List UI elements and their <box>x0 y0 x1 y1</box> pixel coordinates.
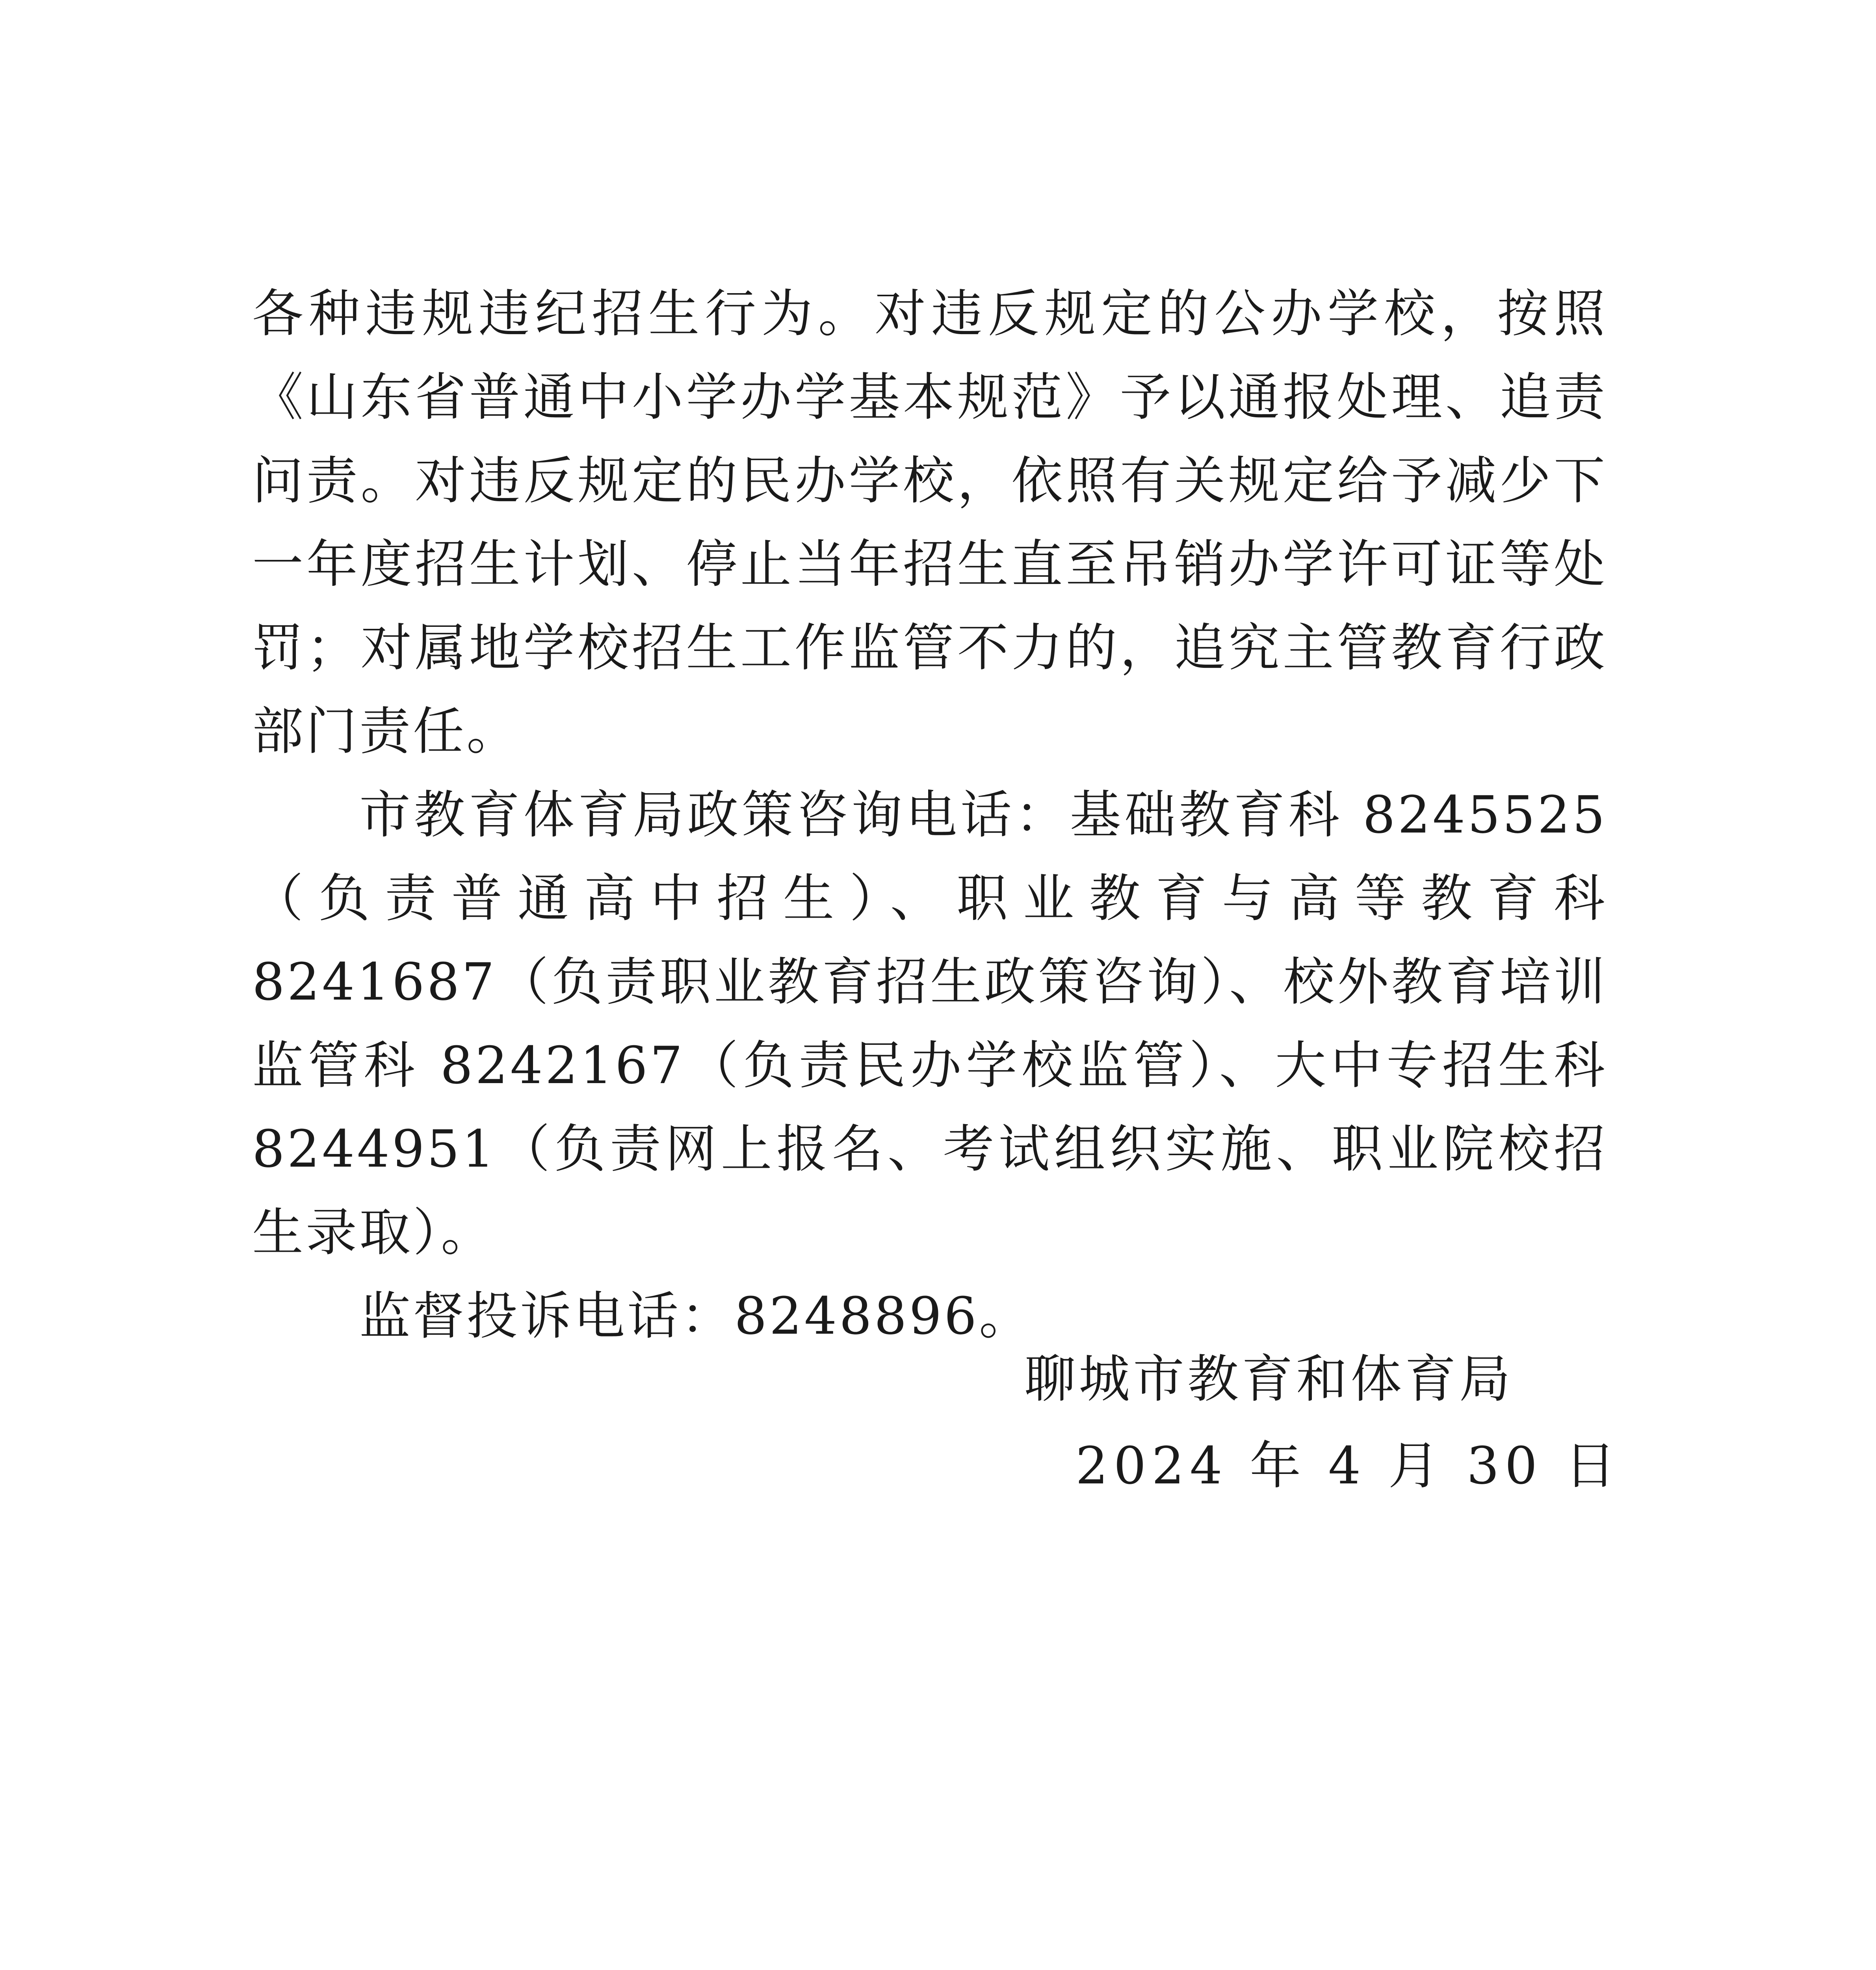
signature-organization: 聊城市教育和体育局 <box>1024 1349 1514 1409</box>
signature-date: 2024 年 4 月 30 日 <box>1075 1436 1622 1496</box>
body-paragraph-regulations: 各种违规违纪招生行为。对违反规定的公办学校，按照《山东省普通中小学办学基本规范》予以通报处理、追责问责。对违反规定的民办学校，依照有关规定给予减少下一年度招生计划、停止当年招生直至吊销办学许可证等处罚；对属地学校招生工作监管不力的，追究主管教育行政部门责任。 <box>252 284 1607 761</box>
document-body <box>252 272 1607 1358</box>
signature-block <box>1024 1336 1622 1509</box>
body-paragraph-hotlines: 市教育体育局政策咨询电话：基础教育科 8245525（负责普通高中招生）、职业教育与高等教育科 8241687（负责职业教育招生政策咨询）、校外教育培训监管科 8242167（负责民办学校监管）、大中专招生科 8244951（负责网上报名、考试组织实施、职业院校招生录取）。 <box>252 785 1607 1262</box>
body-paragraph-complaint-phone: 监督投诉电话：8248896。 <box>359 1286 1033 1346</box>
